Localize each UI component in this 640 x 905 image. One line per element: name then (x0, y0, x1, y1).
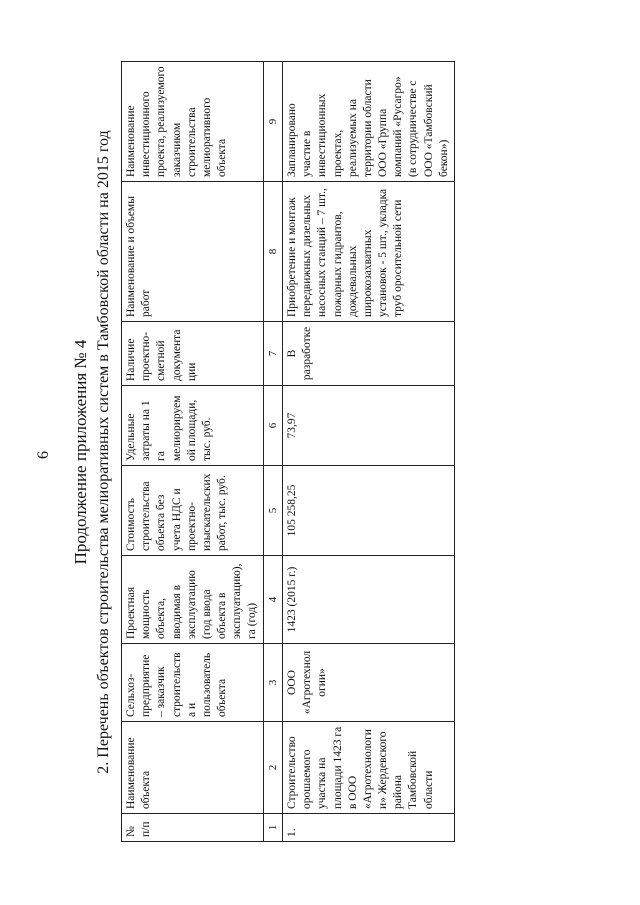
page-number: 6 (35, 451, 52, 459)
header-row (122, 62, 264, 842)
document-title: 2. Перечень объектов строительства мелиоративных систем в Тамбовской области на 2015 год (95, 130, 112, 774)
investment-project-cell: Запланировано участие в инвестиционных проектах, реализуемых на территории области ООО «Группа компаний «Русагро» (в сотрудничестве с ООО «Тамбовский бекон») (283, 62, 455, 182)
column-number: 8 (263, 182, 283, 322)
capacity-cell: 1423 (2015 г.) (283, 556, 455, 644)
header-cell: Наличие проектно-сметной документации (122, 322, 264, 386)
header-cell: Наименование и объемы работ (122, 182, 264, 322)
column-number: 7 (263, 322, 283, 386)
row-number-cell: 1. (283, 814, 455, 842)
column-number: 9 (263, 62, 283, 182)
column-number: 2 (263, 722, 283, 814)
object-name-cell: Строительство орошаемого участка на площади 1423 га в ООО «Агротехнологии» Жердевского района Тамбовской области (283, 722, 455, 814)
header-cell: № п/п (122, 814, 264, 842)
table-row (283, 62, 455, 842)
unit-cost-cell: 73,97 (283, 386, 455, 466)
column-number: 4 (263, 556, 283, 644)
column-number: 1 (263, 814, 283, 842)
column-number: 3 (263, 644, 283, 722)
customer-cell: ООО «Агротехнологии» (283, 644, 455, 722)
rotated-document (63, 62, 583, 842)
appendix-title: Продолжение приложения № 4 (71, 339, 90, 565)
documentation-cell: В разработке (283, 322, 455, 386)
objects-table (121, 61, 455, 842)
cost-cell: 105 258,25 (283, 466, 455, 556)
column-number-row (263, 62, 283, 842)
header-cell: Стоимость строительства объекта без учета НДС и проектно-изыскательских работ, тыс. руб. (122, 466, 264, 556)
works-cell: Приобретение и монтаж передвижных дизельных насосных станций – 7 шт., пожарных гидрантов, дождевальных широкозахватных установок - 5 шт., укладка труб оросительной сети (283, 182, 455, 322)
header-cell: Наименование инвестиционного проекта, реализуемого заказчиком строительства мелиоративного объекта (122, 62, 264, 182)
column-number: 5 (263, 466, 283, 556)
header-cell: Удельные затраты на 1 га мелиорируемой площади, тыс. руб. (122, 386, 264, 466)
header-cell: Сельхоз-предприятие – заказчик строительства и пользователь объекта (122, 644, 264, 722)
header-cell: Наименование объекта (122, 722, 264, 814)
column-number: 6 (263, 386, 283, 466)
header-cell: Проектная мощность объекта, вводимая в эксплуатацию (год ввода объекта в эксплуатацию), га (год) (122, 556, 264, 644)
